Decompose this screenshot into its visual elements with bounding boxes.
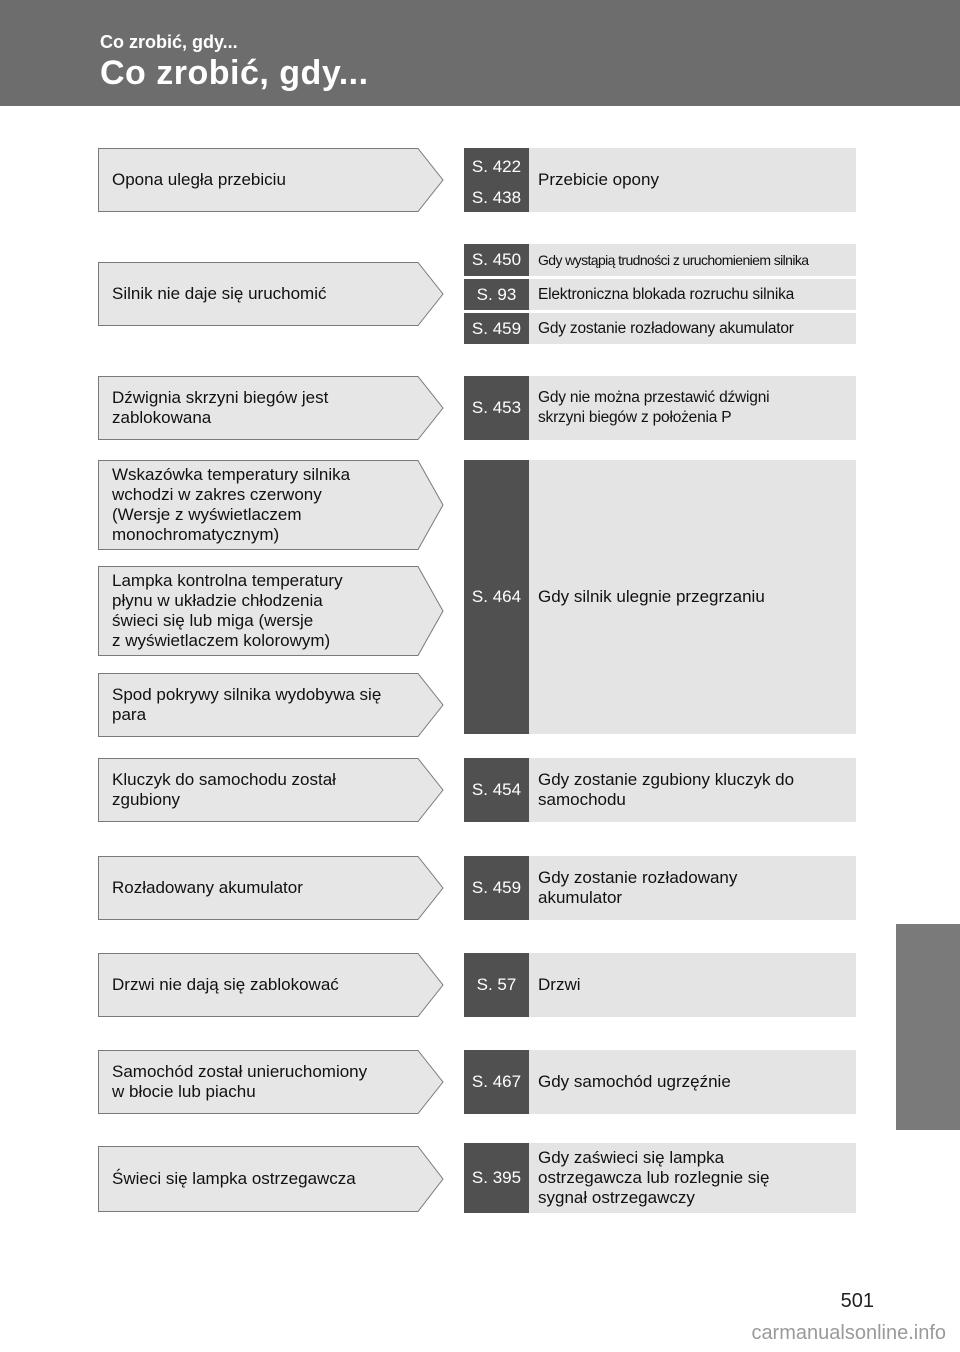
- problem-box: [98, 953, 444, 1017]
- page-link[interactable]: S. 459: [464, 313, 529, 344]
- page-link[interactable]: S. 395: [464, 1143, 529, 1213]
- ref-description: Gdy zaświeci się lampka ostrzegawcza lub rozlegnie się sygnał ostrzegawczy: [529, 1143, 856, 1213]
- problem-box: [98, 1146, 444, 1212]
- ref-row: [464, 244, 856, 276]
- ref-block-warning: [464, 1143, 856, 1213]
- ref-block-shift: [464, 376, 856, 440]
- problem-text: Dźwignia skrzyni biegów jest zablokowana: [112, 388, 329, 427]
- ref-block-tire: [464, 148, 856, 212]
- ref-description: Gdy silnik ulegnie przegrzaniu: [529, 460, 856, 734]
- ref-block-stuck: [464, 1050, 856, 1114]
- ref-row: [464, 856, 856, 920]
- problem-box: [98, 460, 444, 550]
- ref-description: Gdy zostanie rozładowany akumulator: [529, 313, 856, 344]
- problem-box: [98, 1050, 444, 1114]
- page-number: 501: [840, 1290, 874, 1312]
- page-link[interactable]: S. 93: [464, 279, 529, 310]
- page-link[interactable]: S. 467: [464, 1050, 529, 1114]
- page-link[interactable]: S. 464: [464, 460, 529, 734]
- ref-row: [464, 313, 856, 344]
- problem-text: Opona uległa przebiciu: [112, 170, 286, 189]
- ref-description: Drzwi: [529, 953, 856, 1017]
- ref-row: [464, 1050, 856, 1114]
- problem-text: Drzwi nie dają się zablokować: [112, 975, 339, 994]
- problem-box: [98, 566, 444, 656]
- problem-box: [98, 673, 444, 737]
- ref-description: Gdy samochód ugrzęźnie: [529, 1050, 856, 1114]
- problem-box: [98, 758, 444, 822]
- ref-description: Gdy nie można przestawić dźwigni skrzyni biegów z położenia P: [529, 376, 856, 440]
- problem-text: Świeci się lampka ostrzegawcza: [112, 1169, 356, 1188]
- page-link[interactable]: S. 57: [464, 953, 529, 1017]
- problem-text: Rozładowany akumulator: [112, 878, 303, 897]
- ref-block-overheat: [464, 460, 856, 734]
- ref-row: [464, 148, 856, 212]
- problem-box: [98, 376, 444, 440]
- section-subtitle: Co zrobić, gdy...: [100, 32, 238, 52]
- problem-box: [98, 262, 444, 326]
- ref-block-battery: [464, 856, 856, 920]
- page-link[interactable]: S. 438: [471, 188, 522, 207]
- ref-description: Elektroniczna blokada rozruchu silnika: [529, 279, 856, 310]
- page-link[interactable]: S. 459: [464, 856, 529, 920]
- page-link[interactable]: S. 450: [464, 244, 529, 276]
- ref-row: [464, 953, 856, 1017]
- page-ref: [464, 148, 529, 212]
- ref-row: [464, 279, 856, 310]
- problem-text: Samochód został unieruchomiony w błocie lub piachu: [112, 1062, 368, 1101]
- ref-description: Gdy zostanie zgubiony kluczyk do samochodu: [529, 758, 856, 822]
- problem-box: [98, 148, 444, 212]
- page-link[interactable]: S. 453: [464, 376, 529, 440]
- ref-row: [464, 376, 856, 440]
- page-link[interactable]: S. 422: [471, 157, 522, 176]
- problem-text: Wskazówka temperatury silnika wchodzi w zakres czerwony (Wersje z wyświetlaczem monochromatycznym): [112, 465, 351, 544]
- ref-description: Przebicie opony: [529, 148, 856, 212]
- page-link[interactable]: S. 454: [464, 758, 529, 822]
- ref-block-start: [464, 244, 856, 344]
- problem-text: Kluczyk do samochodu został zgubiony: [112, 770, 336, 809]
- problem-box: [98, 856, 444, 920]
- page-title: Co zrobić, gdy...: [100, 54, 369, 92]
- chapter-tab: [896, 924, 960, 1130]
- watermark-text: carmanualsonline.info: [751, 1322, 946, 1344]
- problem-text: Silnik nie daje się uruchomić: [112, 284, 327, 303]
- ref-block-key: [464, 758, 856, 822]
- page-header: [0, 0, 960, 106]
- problem-text: Lampka kontrolna temperatury płynu w układzie chłodzenia świeci się lub miga (wersje z wyświetlaczem kolorowym): [112, 571, 343, 650]
- ref-row: [464, 758, 856, 822]
- ref-description: Gdy zostanie rozładowany akumulator: [529, 856, 856, 920]
- problem-text: Spod pokrywy silnika wydobywa się para: [112, 685, 382, 724]
- ref-row: [464, 460, 856, 734]
- ref-description: Gdy wystąpią trudności z uruchomieniem silnika: [529, 244, 856, 276]
- ref-block-doors: [464, 953, 856, 1017]
- ref-row: [464, 1143, 856, 1213]
